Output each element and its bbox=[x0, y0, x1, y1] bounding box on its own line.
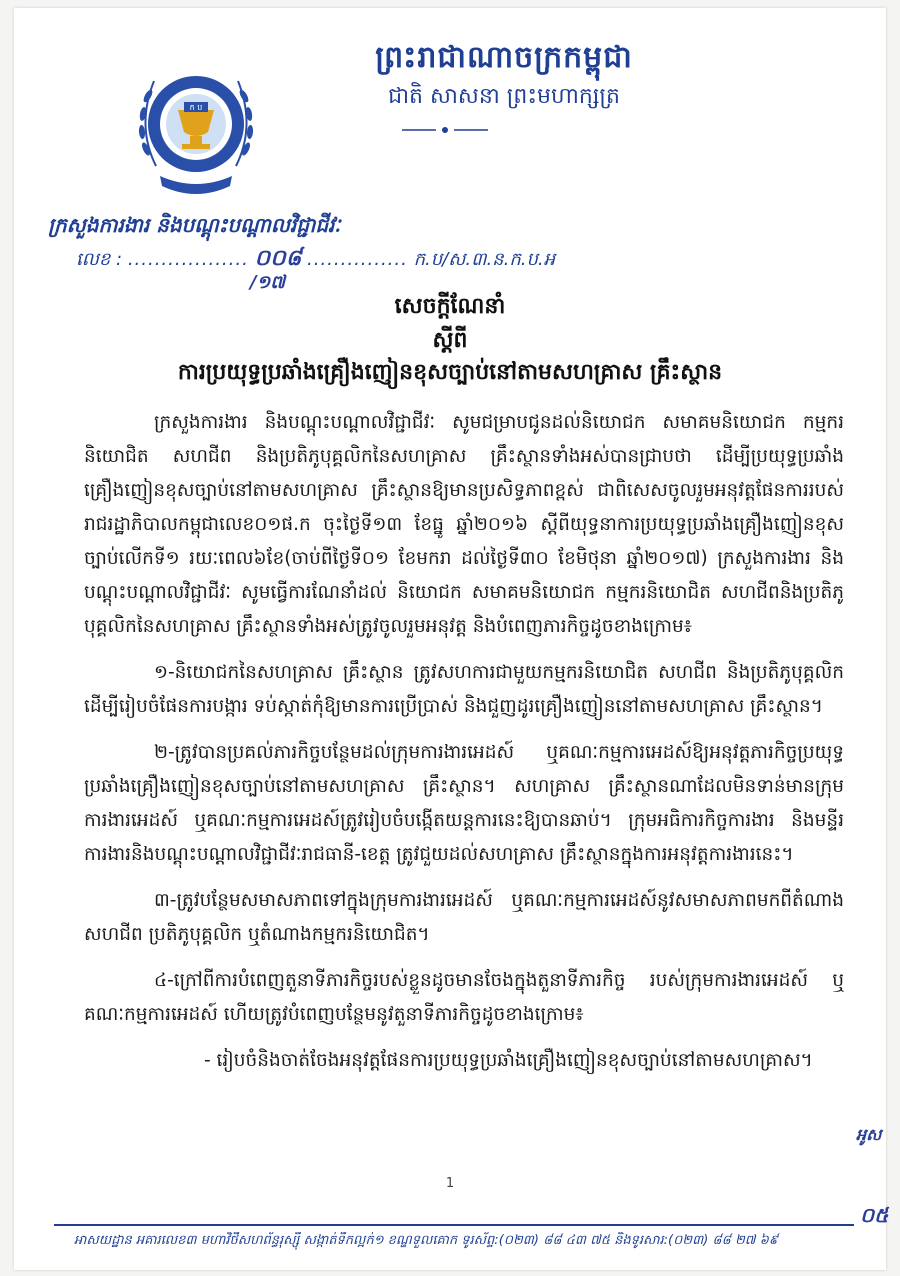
item-2-paragraph: ២-ត្រូវបានប្រគល់ភារកិច្ចបន្ថែមដល់ក្រុមការងារអេដស៍ ឬគណៈកម្មការអេដស៍ឱ្យអនុវត្តភារកិច្ចប្រយុទ្ធប្រឆាំងគ្រឿងញៀនខុសច្បាប់នៅតាមសហគ្រាស គ្រឹះស្ថាន។ សហគ្រាស គ្រឹះស្ថានណាដែលមិនទាន់មានក្រុមការងារអេដស៍ ឬគណៈកម្មការអេដស៍ត្រូវរៀបចំបង្កើតយន្តការនេះឱ្យបានឆាប់។ ក្រុមអធិការកិច្ចការងារ និងមន្ទីរការងារនិងបណ្តុះបណ្តាលវិជ្ជាជីវៈរាជធានី-ខេត្ត ត្រូវជួយដល់សហគ្រាស គ្រឹះស្ថានក្នុងការអនុវត្តការងារនេះ។ bbox=[84, 742, 844, 865]
page-number: 1 bbox=[445, 1176, 455, 1191]
footer-address: អាសយដ្ឋាន អគារលេខ៣ មហាវិថីសហព័ន្ធរុស្ស៊ី សង្កាត់ទឹកល្អក់១ ខណ្ឌទួលគោក ទូរស័ព្ទ:(០២៣) ៨៨ ៤៣ ៧៥ និងទូរសារ:(០២៣) ៨៨ ២៧ ៦៩ bbox=[74, 1233, 779, 1248]
document-body bbox=[84, 406, 844, 1090]
item-1-paragraph: ១-និយោជកនៃសហគ្រាស គ្រឹះស្ថាន ត្រូវសហការជាមួយកម្មករនិយោជិត សហជីព និងប្រតិភូបុគ្គលិក ដើម្បីរៀបចំផែនការបង្ការ ទប់ស្កាត់កុំឱ្យមានការប្រើប្រាស់ និងជួញដូរគ្រឿងញៀននៅតាមសហគ្រាស គ្រឹះស្ថាន។ bbox=[84, 662, 844, 717]
handwritten-page-mark: ០៥ bbox=[860, 1203, 889, 1227]
subject-title: ការប្រយុទ្ធប្រឆាំងគ្រឿងញៀនខុសច្បាប់នៅតាមសហគ្រាស គ្រឹះស្ថាន bbox=[177, 360, 723, 385]
ministry-name: ក្រសួងការងារ និងបណ្តុះបណ្តាលវិជ្ជាជីវៈ bbox=[48, 213, 341, 237]
reference-line: លេខ : .................. ០០៨ ............... ក.ប/ស.៣.ន.ក.ប.អ bbox=[76, 246, 556, 271]
bullet-1: - រៀបចំនិងចាត់ចែងអនុវត្តផែនការប្រយុទ្ធប្រឆាំងគ្រឿងញៀនខុសច្បាប់នៅតាមសហគ្រាស។ bbox=[204, 1050, 813, 1071]
item-4-paragraph: ៤-ក្រៅពីការបំពេញតួនាទីភារកិច្ចរបស់ខ្លួនដូចមានចែងក្នុងតួនាទីភារកិច្ច របស់ក្រុមការងារអេដស៍ ឬគណៈកម្មការអេដស៍ ហើយត្រូវបំពេញបន្ថែមនូវតួនាទីភារកិច្ចដូចខាងក្រោម៖ bbox=[84, 970, 844, 1025]
reference-handwritten-year: /១៧ bbox=[250, 272, 285, 293]
kingdom-header: ព្រះរាជាណាចក្រកម្ពុជា bbox=[375, 40, 633, 75]
ministry-logo bbox=[126, 36, 266, 206]
document-page bbox=[14, 8, 889, 1270]
reference-number: ០០៨ bbox=[254, 246, 302, 271]
national-motto: ជាតិ សាសនា ព្រះមហាក្សត្រ bbox=[388, 84, 620, 109]
intro-paragraph: ក្រសួងការងារ និងបណ្តុះបណ្តាលវិជ្ជាជីវៈ សូមជម្រាបជូនដល់និយោជក សមាគមនិយោជក កម្មករនិយោជិត សហជីព និងប្រតិភូបុគ្គលិកនៃសហគ្រាស គ្រឹះស្ថានទាំងអស់បានជ្រាបថា ដើម្បីប្រយុទ្ធប្រឆាំងគ្រឿងញៀនខុសច្បាប់នៅតាមសហគ្រាស គ្រឹះស្ថានឱ្យមានប្រសិទ្ធភាពខ្ពស់ ជាពិសេសចូលរួមអនុវត្តផែនការរបស់រាជរដ្ឋាភិបាលកម្ពុជាលេខ០១ផ.ក ចុះថ្ងៃទី១៣ ខែធ្នូ ឆ្នាំ២០១៦ ស្តីពីយុទ្ធនាការប្រយុទ្ធប្រឆាំងគ្រឿងញៀនខុសច្បាប់លើកទី១ រយៈពេល៦ខែ(ចាប់ពីថ្ងៃទី០១ ខែមករា ដល់ថ្ងៃទី៣០ ខែមិថុនា ឆ្នាំ២០១៧) ក្រសួងការងារ និងបណ្តុះបណ្តាលវិជ្ជាជីវៈ សូមធ្វើការណែនាំដល់ និយោជក សមាគមនិយោជក កម្មករនិយោជិត សហជីពនិងប្រតិភូបុគ្គលិកនៃសហគ្រាស គ្រឹះស្ថានទាំងអស់ត្រូវចូលរួមអនុវត្ត និងបំពេញភារកិច្ចដូចខាងក្រោម៖ bbox=[84, 412, 844, 637]
item-3-paragraph: ៣-ត្រូវបន្ថែមសមាសភាពទៅក្នុងក្រុមការងារអេដស៍ ឬគណៈកម្មការអេដស៍នូវសមាសភាពមកពីតំណាងសហជីព ប្រតិភូបុគ្គលិក ឬតំណាងកម្មករនិយោជិត។ bbox=[84, 890, 844, 945]
about-label: ស្តីពី bbox=[432, 328, 468, 353]
reference-suffix: ក.ប/ស.៣.ន.ក.ប.អ bbox=[413, 249, 556, 270]
ornament-divider bbox=[400, 122, 490, 138]
document-type-title: សេចក្តីណែនាំ bbox=[394, 294, 506, 319]
footer-divider bbox=[54, 1224, 854, 1226]
handwritten-initials: អូស bbox=[856, 1125, 882, 1144]
reference-label: លេខ : bbox=[76, 249, 123, 270]
logo-emblem-text: ក ប bbox=[189, 103, 203, 112]
